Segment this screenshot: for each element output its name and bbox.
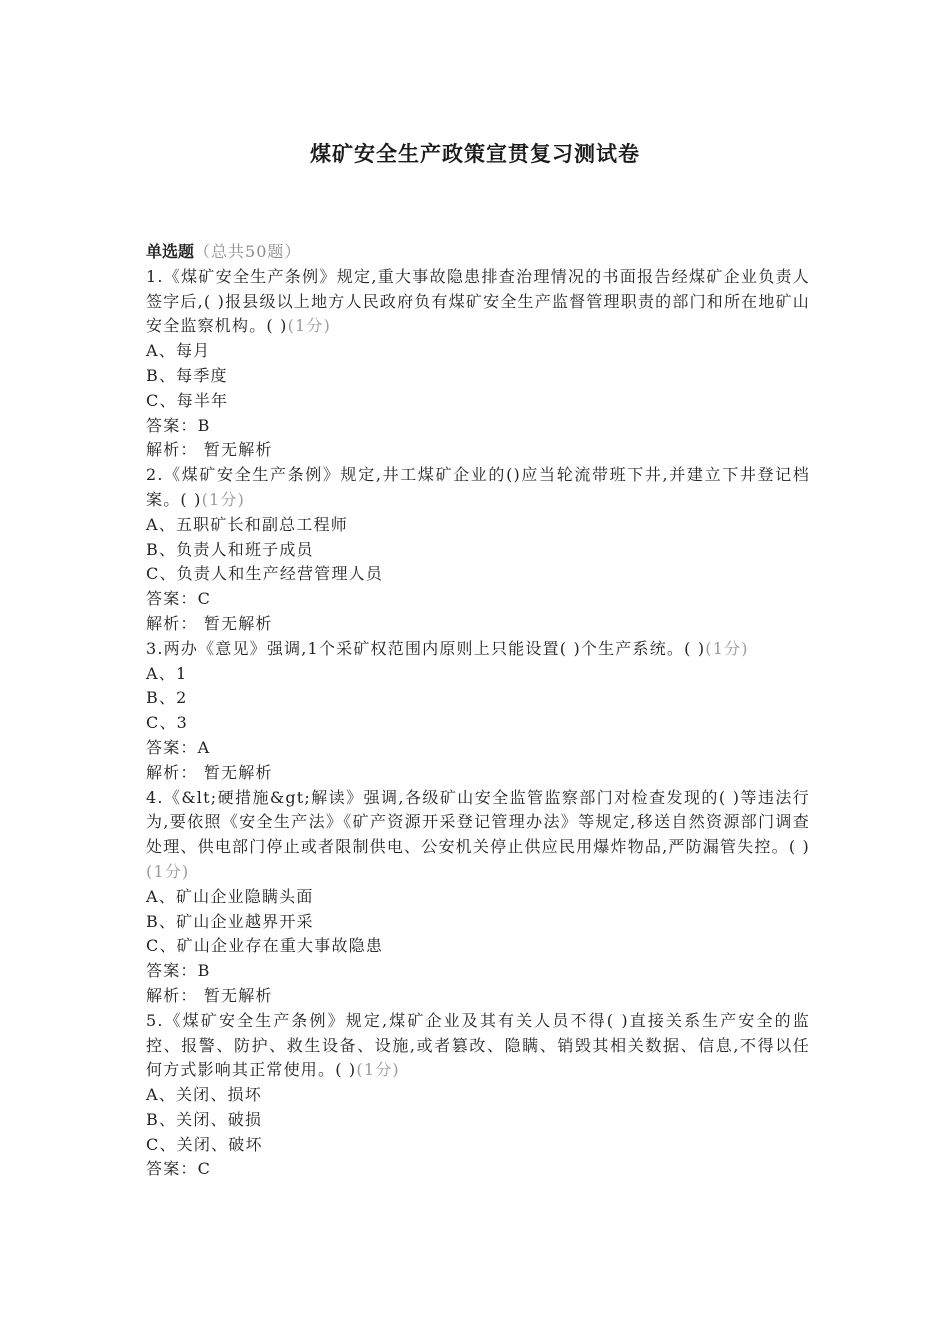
option-a: A、五职矿长和副总工程师 [146, 514, 348, 534]
question-block [146, 1009, 810, 1183]
answer: 答案：A [146, 737, 211, 757]
question-body: 《煤矿安全生产条例》规定,重大事故隐患排查治理情况的书面报告经煤矿企业负责人签字后,( )报县级以上地方人民政府负有煤矿安全生产监督管理职责的部门和所在地矿山安全监察机构。( ) [146, 266, 810, 336]
option-a: A、每月 [146, 341, 211, 361]
answer: 答案：B [146, 961, 211, 981]
option-b: B、关闭、破损 [146, 1109, 263, 1129]
question-text [146, 463, 810, 513]
question-body: 两办《意见》强调,1个采矿权范围内原则上只能设置( )个生产系统。( ) [163, 638, 706, 658]
question-number: 3. [146, 638, 164, 658]
question-score: (1分) [146, 861, 190, 881]
question-body: 《煤矿安全生产条例》规定,井工煤矿企业的()应当轮流带班下井,并建立下井登记档案。( ) [146, 465, 810, 509]
option-a: A、1 [146, 663, 188, 683]
option-c: C、矿山企业存在重大事故隐患 [146, 936, 384, 956]
question-number: 5. [146, 1010, 164, 1030]
question-number: 1. [146, 266, 164, 286]
question-text [146, 786, 810, 885]
analysis: 解析： 暂无解析 [146, 440, 273, 460]
question-body: 《&lt;硬措施&gt;解读》强调,各级矿山安全监管监察部门对检查发现的( )等违法行为,要依照《安全生产法》《矿产资源开采登记管理办法》等规定,移送自然资源部门调查处理、供电部门停止或者限制供电、公安机关停止供应民用爆炸物品,严防漏管失控。( ) [146, 787, 810, 857]
question-number: 4. [146, 787, 164, 807]
question-block [146, 786, 810, 1009]
option-c: C、关闭、破坏 [146, 1134, 263, 1154]
question-score: (1分) [287, 316, 332, 336]
question-body: 《煤矿安全生产条例》规定,煤矿企业及其有关人员不得( )直接关系生产安全的监控、报警、防护、救生设备、设施,或者篡改、隐瞒、销毁其相关数据、信息,不得以任何方式影响其正常使用。( ) [146, 1010, 810, 1080]
option-c: C、3 [146, 713, 189, 733]
answer: 答案：C [146, 589, 212, 609]
section-note: （总共50题） [194, 242, 302, 261]
option-b: B、2 [146, 688, 188, 708]
question-score: (1分) [356, 1060, 400, 1080]
question-score: (1分) [201, 489, 246, 509]
section-heading [146, 240, 810, 265]
document-title: 煤矿安全生产政策宣贯复习测试卷 [310, 141, 640, 166]
question-number: 2. [146, 465, 164, 485]
question-block [146, 637, 810, 786]
option-c: C、负责人和生产经营管理人员 [146, 564, 384, 584]
option-b: B、负责人和班子成员 [146, 539, 314, 559]
option-a: A、关闭、损坏 [146, 1085, 262, 1105]
option-b: B、矿山企业越界开采 [146, 911, 314, 931]
answer: 答案：C [146, 1159, 212, 1179]
question-text [146, 265, 810, 339]
question-text [146, 637, 810, 662]
section-label: 单选题 [146, 242, 195, 261]
question-block [146, 265, 810, 463]
question-list [146, 240, 810, 1182]
analysis: 解析： 暂无解析 [146, 762, 273, 782]
question-score: (1分) [705, 638, 749, 658]
analysis: 解析： 暂无解析 [146, 613, 273, 633]
answer: 答案：B [146, 415, 211, 435]
question-block [146, 463, 810, 637]
option-a: A、矿山企业隐瞒头面 [146, 886, 314, 906]
analysis: 解析： 暂无解析 [146, 985, 273, 1005]
option-b: B、每季度 [146, 365, 228, 385]
option-c: C、每半年 [146, 390, 229, 410]
question-text [146, 1009, 810, 1083]
